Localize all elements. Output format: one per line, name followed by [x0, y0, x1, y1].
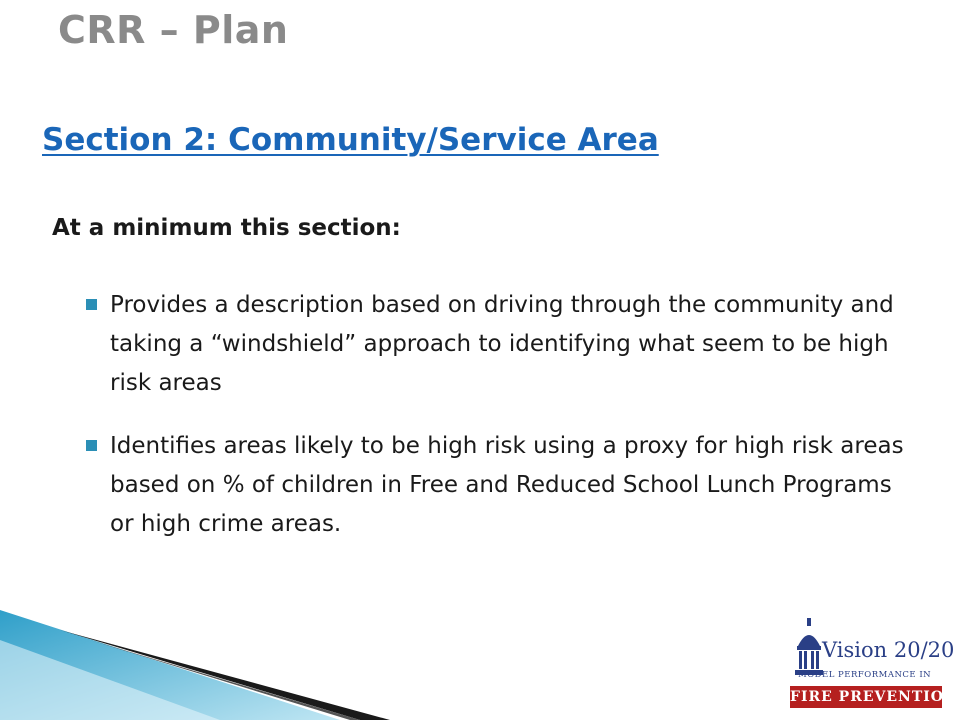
logo-main-text: Vision 20/20	[822, 638, 955, 662]
intro-text: At a minimum this section:	[52, 215, 401, 241]
bullet-item-description	[86, 286, 916, 403]
corner-swoosh-decoration	[0, 600, 420, 720]
section-heading: Section 2: Community/Service Area	[42, 122, 659, 158]
logo-sub-text: MODEL PERFORMANCE IN	[798, 670, 932, 680]
bullet-item-identifies	[86, 427, 916, 544]
bullet-text: Provides a description based on driving through the community and taking a “windshield” approach to identifying what seem to be high risk areas	[110, 292, 894, 396]
slide-title: CRR – Plan	[58, 8, 289, 52]
bullet-text: Identifies areas likely to be high risk using a proxy for high risk areas based on % of children in Free and Reduced School Lunch Programs or high crime areas.	[110, 433, 904, 537]
bullet-list	[86, 286, 916, 568]
logo-band-text: FIRE PREVENTION	[790, 686, 942, 708]
vision-2020-logo	[790, 618, 958, 714]
square-bullet-icon	[86, 299, 97, 310]
square-bullet-icon	[86, 440, 97, 451]
